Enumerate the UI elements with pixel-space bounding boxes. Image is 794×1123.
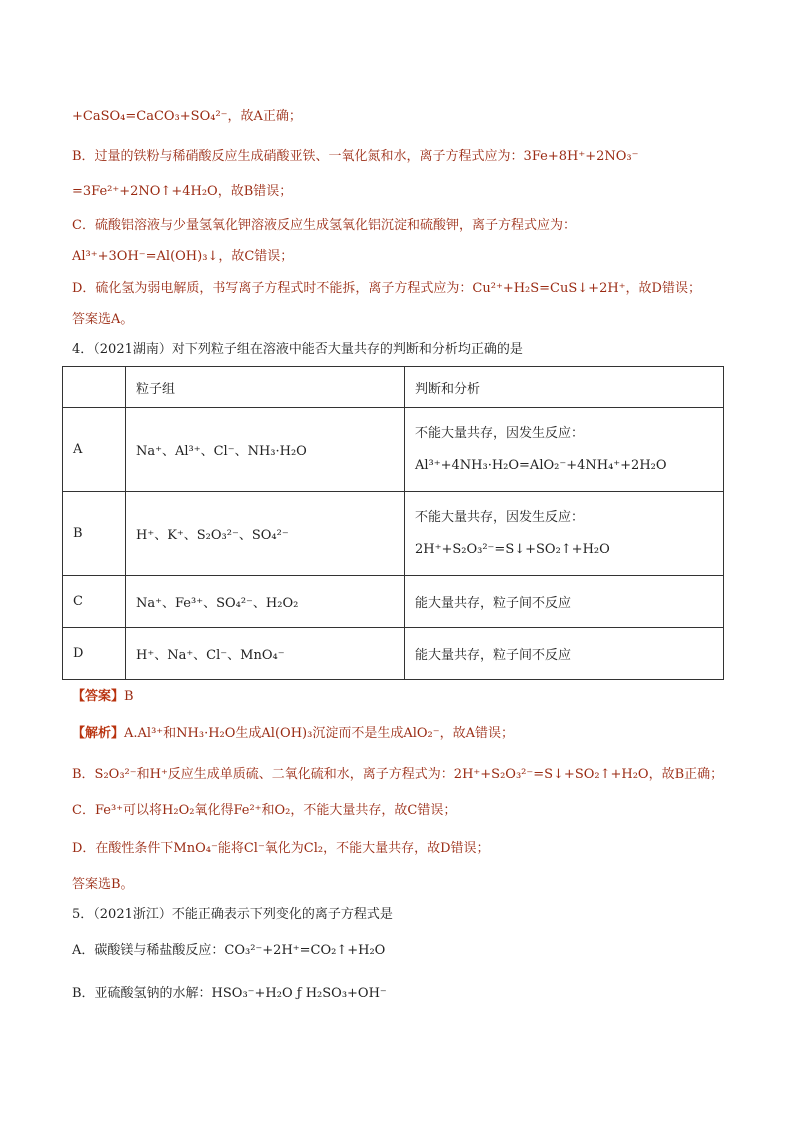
- table-row: [63, 492, 724, 576]
- analysis-tag: 【解析】: [72, 726, 125, 741]
- question-5-option-a: A．碳酸镁与稀盐酸反应：CO₃²⁻+2H⁺=CO₂↑+H₂O: [72, 943, 386, 958]
- row-label: A: [63, 408, 126, 492]
- solution-line-c-cont: Al³⁺+3OH⁻=Al(OH)₃↓，故C错误；: [72, 249, 294, 264]
- answer-choice-a: 答案选A。: [72, 312, 134, 327]
- row-particles: Na⁺、Fe³⁺、SO₄²⁻、H₂O₂: [126, 576, 405, 628]
- table-header-analysis: 判断和分析: [405, 367, 724, 408]
- table-header-empty: [63, 367, 126, 408]
- row-analysis: 能大量共存，粒子间不反应: [405, 628, 724, 680]
- question-5-stem: 5．（2021浙江）不能正确表示下列变化的离子方程式是: [72, 907, 393, 922]
- analysis-text: 不能大量共存，因发生反应：: [415, 425, 585, 441]
- solution-line-b: B．过量的铁粉与稀硝酸反应生成硝酸亚铁、一氧化氮和水，离子方程式应为：3Fe+8H⁺+2NO₃⁻: [72, 149, 639, 164]
- row-particles: Na⁺、Al³⁺、Cl⁻、NH₃·H₂O: [126, 408, 405, 492]
- row-analysis: [405, 408, 724, 492]
- question-5-option-b: B．亚硫酸氢钠的水解：HSO₃⁻+H₂O ƒ H₂SO₃+OH⁻: [72, 986, 387, 1001]
- solution-line-d: D．硫化氢为弱电解质，书写离子方程式时不能拆，离子方程式应为：Cu²⁺+H₂S=CuS↓+2H⁺，故D错误；: [72, 281, 701, 296]
- table-row: [63, 408, 724, 492]
- row-label: D: [63, 628, 126, 680]
- solution-line-c: C．硫酸铝溶液与少量氢氧化钾溶液反应生成氢氧化铝沉淀和硫酸钾，离子方程式应为：: [72, 218, 576, 233]
- row-label: B: [63, 492, 126, 576]
- answer-line: [72, 688, 724, 706]
- answer-value: B: [124, 689, 134, 704]
- analysis-line-a: [72, 725, 724, 743]
- table-header-row: [63, 367, 724, 408]
- answer-tag: 【答案】: [72, 689, 125, 704]
- analysis-equation: 2H⁺+S₂O₃²⁻=S↓+SO₂↑+H₂O: [415, 541, 610, 557]
- analysis-line-c: C．Fe³⁺可以将H₂O₂氧化得Fe²⁺和O₂，不能大量共存，故C错误；: [72, 803, 457, 818]
- particle-table: [62, 366, 724, 680]
- row-analysis: 能大量共存，粒子间不反应: [405, 576, 724, 628]
- analysis-line-b: B．S₂O₃²⁻和H⁺反应生成单质硫、二氧化硫和水，离子方程式为：2H⁺+S₂O₃²⁻=S↓+SO₂↑+H₂O，故B正确；: [72, 767, 724, 782]
- table-row: [63, 576, 724, 628]
- answer-choice-b: 答案选B。: [72, 877, 134, 892]
- question-4-stem: 4．（2021湖南）对下列粒子组在溶液中能否大量共存的判断和分析均正确的是: [72, 342, 523, 357]
- row-particles: H⁺、K⁺、S₂O₃²⁻、SO₄²⁻: [126, 492, 405, 576]
- analysis-text: 不能大量共存，因发生反应：: [415, 509, 585, 525]
- solution-line-b-cont: =3Fe²⁺+2NO↑+4H₂O，故B错误；: [72, 184, 293, 199]
- solution-line-a-end: +CaSO₄=CaCO₃+SO₄²⁻，故A正确；: [72, 109, 302, 124]
- analysis-a-text: A.Al³⁺和NH₃·H₂O生成Al(OH)₃沉淀而不是生成AlO₂⁻，故A错误；: [124, 726, 514, 741]
- table-header-particles: 粒子组: [126, 367, 405, 408]
- row-analysis: [405, 492, 724, 576]
- row-particles: H⁺、Na⁺、Cl⁻、MnO₄⁻: [126, 628, 405, 680]
- analysis-equation: Al³⁺+4NH₃·H₂O=AlO₂⁻+4NH₄⁺+2H₂O: [415, 457, 667, 473]
- table-row: [63, 628, 724, 680]
- row-label: C: [63, 576, 126, 628]
- analysis-line-d: D．在酸性条件下MnO₄⁻能将Cl⁻氧化为Cl₂，不能大量共存，故D错误；: [72, 841, 490, 856]
